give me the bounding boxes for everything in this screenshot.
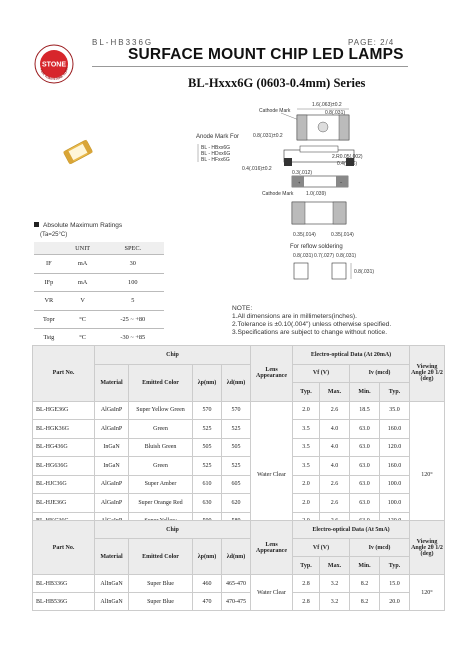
dim-top-label: 1.6(.063)±0.2 [312,102,342,108]
col-iv: Iv (mcd) [350,364,410,383]
table-row: Topr °C -25 ~ +80 [34,310,164,329]
dim-04-label: 0.4(.016)±0.2 [242,166,272,172]
series-title: BL-Hxxx6G (0603-0.4mm) Series [188,76,366,90]
abs-max-header: UNIT [64,242,102,255]
pad-dim-2: 0.7(.027) [314,253,335,259]
anode-mark-label: Anode Mark For [196,134,240,140]
col-view: Viewing Angle 2θ 1/2 (deg) [410,521,445,575]
table-row: BL-HB336G AlInGaN Super Blue 460 465-470 Water Clear 2.8 3.2 8.2 15.0 120° [33,575,445,593]
model-2: BL - HDxx6G [201,151,231,157]
col-lens: Lens Appearance [251,346,293,402]
pad-dim-4: 0.8(.031) [354,269,375,275]
header-code: BL-HB336G [92,38,154,47]
col-eo: Electro-optical Data (At 5mA) [293,521,410,539]
dim-l1-label: 0.35(.014) [293,232,316,238]
dim-r-label: 2.R0.05(.002) [332,154,363,160]
dim-03-label: 0.3(.012) [292,170,313,176]
svg-text:−: − [340,180,343,185]
logo-word: STONE [42,61,66,69]
lens-cell: Water Clear [251,401,293,549]
lens-cell: Water Clear [251,575,293,611]
dim-r2-label: 0.4(.016) [337,161,358,167]
col-lp: λp(nm) [193,364,222,401]
col-typ2: Typ. [380,383,410,402]
col-vf: Vf (V) [293,539,350,557]
pad-right [332,263,346,279]
angle-cell: 120° [410,401,445,549]
col-color: Emitted Color [129,539,193,575]
note-heading: NOTE: [232,305,253,312]
pad-left [294,263,308,279]
pad-dim-1: 0.8(.031) [293,253,314,259]
abs-max-table [34,242,164,347]
dim-08-top: 0.8(.031) [325,110,346,116]
notes-block [232,305,391,337]
table-row: BL-HJC36G AlGaInP Super Amber 610 605 2.0 2.6 63.0 100.0 [33,475,445,494]
reflow-label: For reflow soldering [290,244,343,250]
note-line: 2.Tolerance is ±0.10(.004") unless otherwise specified. [232,321,392,328]
table-row: BL-HG436G InGaN Bluish Green 505 505 3.5 4.0 63.0 120.0 [33,438,445,457]
col-view: Viewing Angle 2θ 1/2 (deg) [410,346,445,402]
svg-text:+: + [298,180,301,185]
table-row: Tstg °C -30 ~ +85 [34,329,164,347]
page-title: SURFACE MOUNT CHIP LED LAMPS [128,46,404,63]
col-min: Min. [350,383,380,402]
model-3: BL - HFxx6G [201,157,230,163]
col-material: Material [95,364,129,401]
col-material: Material [95,539,129,575]
dim-08-label: 0.8(.031)±0.2 [253,133,283,139]
note-line: 1.All dimensions are in millimeters(inches). [232,313,357,320]
table-row: BL-HJE36G AlGaInP Super Orange Red 630 620 2.0 2.6 63.0 100.0 [33,494,445,513]
col-min: Min. [350,557,380,575]
dimension-drawing [196,100,448,300]
col-max: Max. [320,383,350,402]
col-lp: λp(nm) [193,539,222,575]
col-chip: Chip [95,521,251,539]
header-divider [92,66,408,67]
col-typ: Typ. [293,383,320,402]
table-row: IF mA 30 [34,255,164,274]
table-row: VR V 5 [34,292,164,311]
header-page: PAGE: 2/4 [348,38,395,47]
spec-table-5ma [32,520,445,611]
led-photo [60,134,96,170]
table-row: BL-HB536G AlInGaN Super Blue 470 470-475 2.8 3.2 8.2 20.0 [33,593,445,611]
col-iv: Iv (mcd) [350,539,410,557]
col-eo: Electro-optical Data (At 20mA) [293,346,410,365]
pad-dim-3: 0.8(.031) [336,253,357,259]
col-ld: λd(nm) [222,539,251,575]
table-row: BL-HGK36G AlGaInP Green 525 525 3.5 4.0 63.0 160.0 [33,420,445,439]
col-typ2: Typ. [380,557,410,575]
company-logo [34,44,74,84]
col-part-no: Part No. [33,346,95,402]
col-lens: Lens Appearance [251,521,293,575]
abs-max-title: Absolute Maximum Ratings [34,222,122,229]
col-typ: Typ. [293,557,320,575]
abs-max-ta: (Ta=25°C) [40,232,68,238]
table-row: IFp mA 100 [34,273,164,292]
table-row: BL-HGE36G AlGaInP Super Yellow Green 570 570 Water Clear 2.0 2.6 18.5 35.0 120° [33,401,445,420]
col-max: Max. [320,557,350,575]
note-line: 3.Specifications are subject to change without notice. [232,329,388,336]
col-part-no: Part No. [33,521,95,575]
cathode-mark-label: Cathode Mark [259,108,291,114]
spec-table-20ma [32,345,445,550]
logo-subtitle: HUA YUAN STONE CORP. [39,66,69,82]
model-1: BL - HBxx6G [201,145,230,151]
cathode-mark2-label: Cathode Mark [262,191,294,197]
abs-max-header: SPEC. [102,242,164,255]
col-chip: Chip [95,346,251,365]
angle-cell: 120° [410,575,445,611]
dim-10-label: 1.0(.039) [306,191,327,197]
abs-max-header [34,242,64,255]
col-ld: λd(nm) [222,364,251,401]
dim-l2-label: 0.35(.014) [331,232,354,238]
col-color: Emitted Color [129,364,193,401]
table-row: BL-HG636G InGaN Green 525 525 3.5 4.0 63.0 160.0 [33,457,445,476]
col-vf: Vf (V) [293,364,350,383]
